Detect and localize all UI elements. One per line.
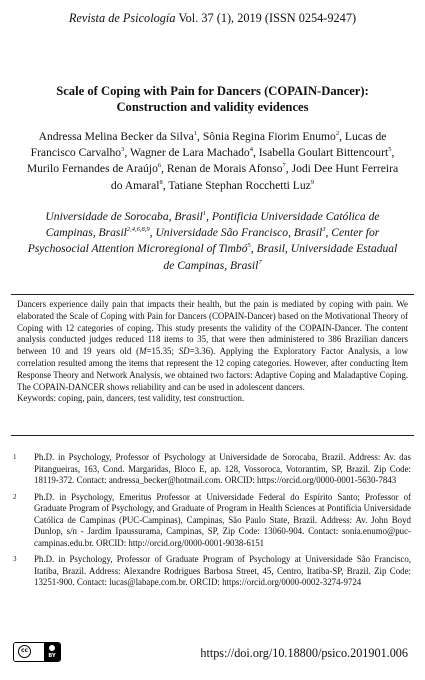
author-sup: 5: [388, 146, 392, 154]
footnote-number: 3: [13, 555, 17, 563]
author-sup: 1: [193, 130, 198, 138]
footnote-number: 1: [13, 453, 17, 461]
cc-by-icon: [44, 643, 60, 661]
author-name: Sônia Regina Fiorim Enumo: [202, 130, 336, 143]
affiliation-sup: 5: [247, 242, 251, 250]
abstract-text: [17, 299, 408, 393]
affiliation: Pontificia Universidade Católica de Campinas, Brasil: [45, 210, 380, 240]
journal-name: Revista de Psicología: [68, 11, 176, 25]
author-sup: 2: [335, 130, 340, 138]
footnote: [13, 452, 411, 487]
affiliation: Center for Psychosocial Attention Microregional of Timbó: [27, 226, 380, 256]
attribution-person-icon: [49, 645, 55, 651]
affiliation: Universidade de Sorocaba, Brasil: [45, 210, 203, 223]
abstract-mean-label: M: [139, 346, 147, 357]
title-line-1: Scale of Coping with Pain for Dancers (COPAIN-Dancer):: [56, 84, 369, 98]
author-sup: 8: [159, 178, 163, 186]
abstract-part-2: =3.36). Applying the Exploratory Factor Analysis, a low correlation resulted among the items that represent the 12 coping categories. However, after conducting Item Response Theory and Network Analysis, we obtained two factors: Adaptive Coping and Maladaptive Coping. The COPAIN-DANCER shows reliability and can be used in adolescent dancers.: [17, 346, 409, 392]
affiliation-sup: 2,4,6,8,9: [126, 226, 150, 234]
cc-icon: cc: [18, 645, 31, 658]
affiliation-sup: 7: [258, 258, 262, 266]
footnote-text: Ph.D. in Psychology, Professor of Psychology at Universidade de Sorocaba, Brazil. Address: Av. das Pitangueiras, 163, Cond. Margaridas, Bloco E, ap. 128, Vossoroca, Votorantim, SP, Brazil. Zip Code: 18119-372. Contact: andressa_becker@hotmail.com. ORCID: https://orcid.org/0000-0001-5630-7843: [34, 452, 411, 485]
footnote-number: 2: [13, 492, 17, 501]
abstract: [17, 299, 408, 405]
article-title: [26, 83, 399, 115]
affiliation-sup: 1: [202, 210, 207, 218]
affiliation: Brasil, Universidade Estadual de Campinas, Brasil: [163, 242, 398, 272]
affiliation: Universidade São Francisco, Brasil: [155, 226, 323, 240]
abstract-mean-value: =15.35;: [146, 346, 179, 357]
author-sup: 4: [249, 146, 253, 154]
doi-link[interactable]: https://doi.org/10.18800/psico.201901.006: [200, 646, 408, 660]
abstract-part-1: Dancers experience daily pain that impacts their health, but the pain is mediated by coping with pain. We elaborated the Scale of Coping with Pain for Dancers (COPAIN-Dancer) based on the Motivational Theory of Coping with 12 categories of coping. This study presents the validity of the COPAIN-Dancer. The content analysis conducted judges reduced 118 items to 35, that were then administered to 386 Brazilian dancers between 10 and 19 years old (: [17, 299, 408, 357]
author-name: Murilo Fernandes de Araújo: [26, 162, 158, 176]
footnote-text: Ph.D. in Psychology, Emeritus Professor at Universidade Federal do Espírito Santo; Professor of Graduate Program of Psychology, and Graduate of Program in Health Sciences at Pontifícia Universidade Católica de Campinas (PUC-Campinas), Campinas, São Paulo State, Brazil. Address: Av. John Boyd Dunlop, s/n - Jardim Ipaussurama, Campinas, SP, Zip Code: 13060-904. Contact: sonia.enumo@puc-campinas.edu.br. ORCID: http://orcid.org/0000-0001-9038-6151: [34, 491, 411, 548]
author-name: Lucas de Francisco Carvalho: [30, 130, 387, 160]
creative-commons-badge[interactable]: [13, 642, 61, 662]
journal-volume: Vol. 37 (1), 2019 (ISSN 0254-9247): [178, 11, 357, 25]
keywords: Keywords: coping, pain, dancers, test validity, test construction.: [17, 393, 245, 404]
title-line-2: Construction and validity evidences: [116, 100, 309, 114]
footnote: [13, 554, 411, 589]
author-list: Andressa Melina Becker da Silva$^1$, Sônia Regina Fiorim Enumo$^2$, Lucas de Francisco Carvalho$^3$, Wagner de Lara Machado$^4$, Isabella Goulart Bittencourt$^5$, Murilo Fernandes de Araújo$^6$, Renan de Morais Afonso$^7$, Jodi Dee Hunt Ferreira do Amaral$^8$, Tatiane Stephan Rocchetti Luz$^9$: [26, 130, 399, 192]
affiliation-sup: 3: [322, 226, 326, 234]
author-sup: 3: [121, 146, 125, 154]
cc-logo: [14, 643, 44, 661]
footnotes: [13, 452, 411, 594]
author-name: Wagner de Lara Machado: [129, 146, 250, 160]
author-name: Isabella Goulart Bittencourt: [258, 146, 389, 160]
author-sup: 6: [157, 162, 162, 170]
author-name: Tatiane Stephan Rocchetti Luz: [168, 178, 311, 192]
affiliation-list: Universidade de Sorocaba, Brasil$^1$, Pontificia Universidade Católica de Campinas, Brasil$^{2,4,6,8,9}$, Universidade São Francisco, Brasil$^3$, Center for Psychosocial Attention Microregional of Timbó$^5$, Brasil, Universidade Estadual de Campinas, Brasil$^7$: [27, 210, 398, 272]
footnote-text: Ph.D. in Psychology, Professor of Graduate Program of Psychology at Universidade São Francisco, Itatiba, Brazil. Address: Alexandre Rodrigues Barbosa Street, 45, Centro, Itatiba-SP, Brazil. Zip Code: 13251-900. Contact: lucas@labape.com.br. ORCID: https://orcid.org/0000-0002-3274-9724: [34, 554, 411, 587]
author-sup: 7: [282, 162, 286, 170]
author-name: Andressa Melina Becker da Silva: [38, 130, 194, 143]
journal-header: [0, 10, 425, 26]
author-name: Renan de Morais Afonso: [166, 162, 283, 176]
author-sup: 9: [310, 178, 315, 186]
footnote: [13, 492, 411, 550]
abstract-sd-label: SD: [178, 346, 190, 357]
cc-by-label: BY: [48, 653, 56, 659]
author-name: Jodi Dee Hunt Ferreira do Amaral: [110, 162, 399, 192]
